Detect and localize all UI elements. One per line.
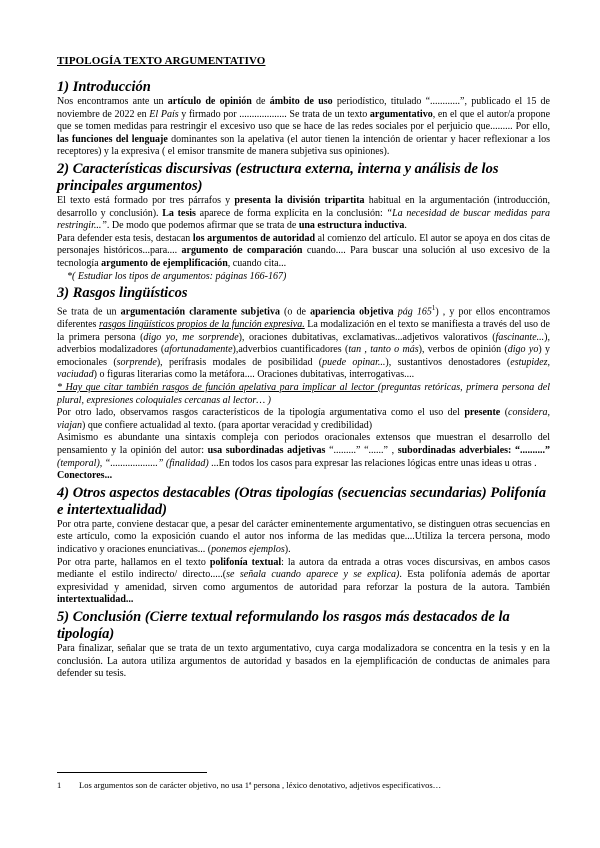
section-2-note: *( Estudiar los tipos de argumentos: páginas 166-167)	[67, 270, 287, 282]
footnote-ref: 1	[431, 304, 436, 313]
document-title: TIPOLOGÍA TEXTO ARGUMENTATIVO	[57, 55, 266, 67]
section-3-paragraph-2: * Hay que citar también rasgos de función apelativa para implicar al lector (preguntas retóricas, primera persona del plural, expresiones coloquiales cercanas al lector… )	[57, 382, 551, 406]
section-3-paragraph-1: Se trata de un argumentación claramente subjetiva (o de apariencia objetiva pág $165^1$) , y por ellos encontramos diferentes rasgos lingüísticos propios de la función expresiva. La modalización en el texto se manifiesta a través del uso de la primera persona (digo yo, me sorprende), oraciones dubitativas, exclamativas...adjetivos valorativos (fascinante...), adverbios modalizadores (afortunadamente),adverbios cuantificadores (tan , tanto o más), verbos de opinión (digo yo) y emocionales (sorprende), perífrasis modales de posibilidad (puede opinar...), sustantivos denostadores (estupidez, vaciudad) o figuras literarias como la metáfora.... Oraciones dubitativas, interrogativas....	[57, 304, 551, 381]
section-1-paragraph: Nos encontramos ante un artículo de opinión de ámbito de uso periodístico, titulado “............”, publicado el 15 de noviembre de 2022 en El País y firmado por ................... Se trata de un texto argumentativo, en el que el autor/a propone que se tomen medidas para restringir el excesivo uso que se hace de las redes sociales por el perjuicio que......... Por ello, las funciones del lenguaje dominantes son la apelativa (el autor tienen la intención de orientar y hacer reflexionar a los receptores) y la expresiva ( el emisor transmite de manera subjetiva sus opiniones).	[57, 96, 551, 158]
section-2-heading: 2) Características discursivas (estructura externa, interna y análisis de los principales argumentos)	[57, 160, 499, 194]
section-3-connectors: Conectores...	[57, 470, 113, 482]
section-4-paragraph-2: Por otra parte, hallamos en el texto polifonía textual: la autora da entrada a otras voces discursivas, en ambos casos mediante el estilo indirecto/ directo.....(se señala cuando aparece y se explica). Esta polifonía además de aportar expresividad y amenidad, sirven como argumentos de autoridad para reforzar la postura de la autora. También intertextualidad...	[57, 556, 551, 606]
footnote-text: Los argumentos son de carácter objetivo, no usa 1ª persona , léxico denotativo, adjetivos especificativos…	[79, 780, 442, 790]
section-5-heading: 5) Conclusión (Cierre textual reformulando los rasgos más destacados de la tipología)	[57, 608, 510, 642]
section-1-heading: 1) Introducción	[57, 79, 151, 95]
section-3-paragraph-3: Por otro lado, observamos rasgos característicos de la tipología argumentativa como el uso del presente (considera, viajan) que confiere actualidad al texto. (para aportar veracidad y credibilidad)	[57, 407, 550, 431]
footnote-number: 1	[57, 780, 62, 790]
section-5-paragraph: Para finalizar, señalar que se trata de un texto argumentativo, cuya carga modalizadora se concentra en la tesis y en la conclusión. La autora utiliza argumentos de autoridad y basados en la ejemplificación de conductas de animales para defender su tesis.	[57, 642, 550, 680]
section-2-paragraph-1: El texto está formado por tres párrafos y presenta la división tripartita habitual en la argumentación (introducción, desarrollo y conclusión). La tesis aparece de forma explícita en la conclusión: “La necesidad de buscar medidas para restringir...”. De modo que podemos afirmar que se trata de una estructura inductiva.	[57, 194, 551, 232]
section-4-paragraph-1: Por otra parte, conviene destacar que, a pesar del carácter eminentemente argumentativo, se distinguen otras secuencias en este artículo, como la exposición cuando el autor nos informa de las medidas que....Utiliza la tercera persona, modo indicativo y oraciones enunciativas... (ponemos ejemplos).	[57, 518, 550, 555]
footnote	[57, 780, 547, 790]
footnote-separator	[57, 772, 207, 773]
section-3-heading: 3) Rasgos lingüísticos	[57, 285, 188, 302]
section-4-heading: 4) Otros aspectos destacables (Otras tipologías (secuencias secundarias) Polifonía e intertextualidad)	[57, 484, 546, 518]
section-3-paragraph-4: Asimismo es abundante una sintaxis compleja con periodos oracionales extensos que muestran el desarrollo del pensamiento y la opinión del autor: usa subordinadas adjetivas “.........” “......” , subordinadas adverbiales: “..........” (temporal), “...................” (finalidad) ...En todos los casos para expresar las relaciones lógicas entre unas ideas u otras .	[57, 432, 550, 469]
section-2-paragraph-2: Para defender esta tesis, destacan los argumentos de autoridad al comienzo del artículo. El autor se apoya en dos citas de personajes históricos...para.... argumento de comparación cuando.... Para buscar una solución al uso excesivo de la tecnología argumento de ejemplificación, cuando cita...	[57, 232, 550, 269]
